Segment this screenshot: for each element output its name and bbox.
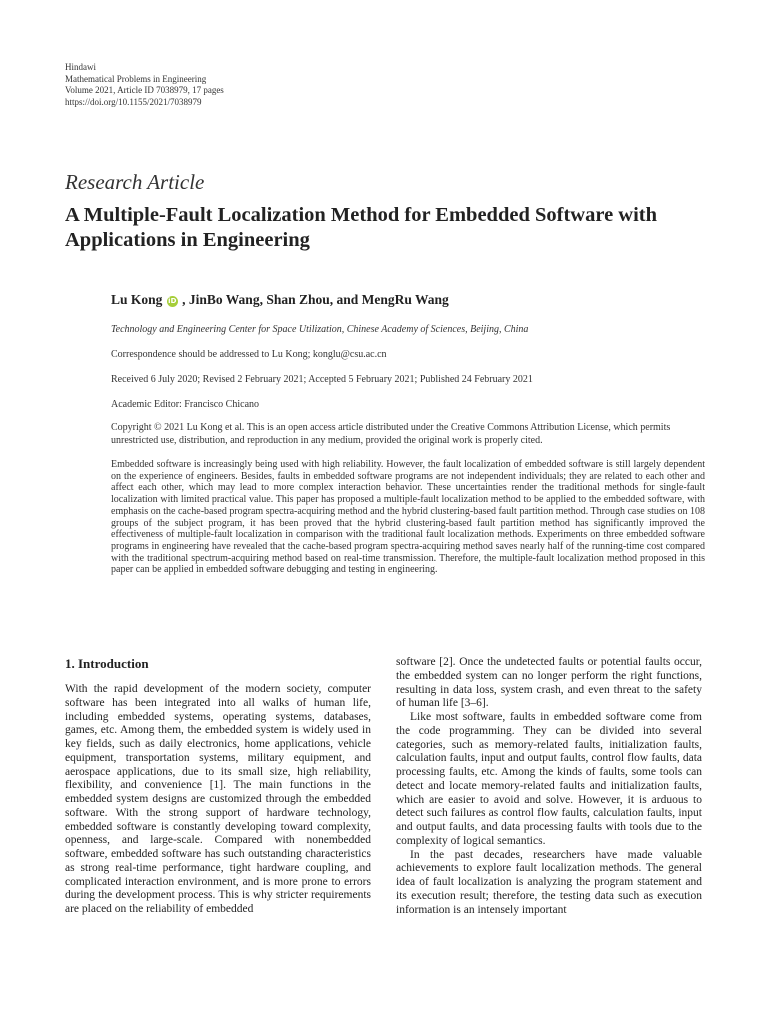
body-column-left <box>65 656 371 917</box>
article-type: Research Article <box>65 170 205 194</box>
abstract: Embedded software is increasingly being used with high reliability. However, the fault localization of embedded software is still largely dependent on the experience of engineers. Besides, faults in embedded software programs are not independent individuals; they are related to each other and affect each other, which may lead to more complex interaction behavior. These uncertainties render the traditional methods for single-fault localization with limited practical value. This paper has proposed a multiple-fault localization method to be applied to the embedded software, with emphasis on the cache-based program spectra-acquiring method and the hybrid clustering-based fault partition method. Through case studies on 108 groups of the subject program, it has been proved that the hybrid clustering-based fault partition method has significantly improved the effectiveness of multiple-fault localization in comparison with the traditional fault localization methods. Experiments on three embedded software programs in engineering have revealed that the cache-based program spectra-acquiring method saves nearly half of the running-time cost compared with the traditional spectrum-acquiring method based on real-time transmission. Therefore, the multiple-fault localization method proposed in this paper can be applied in embedded software debugging and testing in engineering. <box>111 459 705 576</box>
doi-link[interactable]: https://doi.org/10.1155/2021/7038979 <box>65 96 202 107</box>
copyright-notice: Copyright © 2021 Lu Kong et al. This is an open access article distributed under the Creative Commons Attribution License, which permits unrestricted use, distribution, and reproduction in any medium, provided the original work is properly cited. <box>111 422 671 446</box>
journal-header <box>65 62 224 108</box>
body-paragraph: software [2]. Once the undetected faults or potential faults occur, the embedded system can no longer perform the right functions, resulting in data loss, system crash, and even threat to the safety of human life [3–6]. <box>396 656 702 710</box>
correspondence: Correspondence should be addressed to Lu Kong; konglu@csu.ac.cn <box>111 349 387 360</box>
academic-editor: Academic Editor: Francisco Chicano <box>111 399 260 410</box>
article-title: A Multiple-Fault Localization Method for Embedded Software with Applications in Engineering <box>65 204 658 251</box>
body-column-right <box>396 656 702 917</box>
section-heading: 1. Introduction <box>65 656 149 671</box>
volume-line: Volume 2021, Article ID 7038979, 17 pages <box>65 85 224 95</box>
body-paragraph: With the rapid development of the modern society, computer software has been integrated into all walks of human life, including embedded systems, operating systems, databases, games, etc. Among them, the embedded system is widely used in key fields, such as daily electronics, home applications, vehicle equipment, transportation systems, military equipment, and aerospace applications, due to its small size, high reliability, flexibility, and convenience [1]. The main functions in the embedded system designs are customized through the embedded software. With the strong support of hardware technology, embedded software is constantly developing toward complexity, openness, and large-scale. Compared with nonembedded software, embedded software has such outstanding characteristics as strong real-time performance, tight hardware coupling, and complicated interaction environment, and is more prone to errors during the development process. This is why stricter requirements are placed on the reliability of embedded <box>65 683 371 915</box>
journal-name: Mathematical Problems in Engineering <box>65 73 207 84</box>
body-paragraph: In the past decades, researchers have made valuable achievements to explore fault localization methods. The general idea of fault localization is analyzing the program statement and its execution result; therefore, the testing data such as execution information is an intensely important <box>396 848 702 916</box>
publication-dates: Received 6 July 2020; Revised 2 February 2021; Accepted 5 February 2021; Published 24 February 2021 <box>111 374 533 385</box>
publisher-name: Hindawi <box>65 62 96 72</box>
other-authors: , JinBo Wang, Shan Zhou, and MengRu Wang <box>182 292 449 307</box>
body-paragraph: Like most software, faults in embedded software come from the code programming. They can be divided into several categories, such as memory-related faults, initialization faults, calculation faults, input and output faults, control flow faults, data processing faults, etc. Among the kinds of faults, some tools can detect and locate memory-related faults and initialization faults, which are easier to avoid and solve. However, it is arduous to detect such failures as control flow faults, calculation faults, input and output faults, and data processing faults with tools due to the complexity of logical semantics. <box>396 711 702 847</box>
affiliation: Technology and Engineering Center for Space Utilization, Chinese Academy of Sciences, Beijing, China <box>111 324 529 335</box>
first-author[interactable]: Lu Kong <box>111 292 163 307</box>
author-list <box>111 292 449 308</box>
orcid-icon[interactable]: iD <box>168 297 177 305</box>
